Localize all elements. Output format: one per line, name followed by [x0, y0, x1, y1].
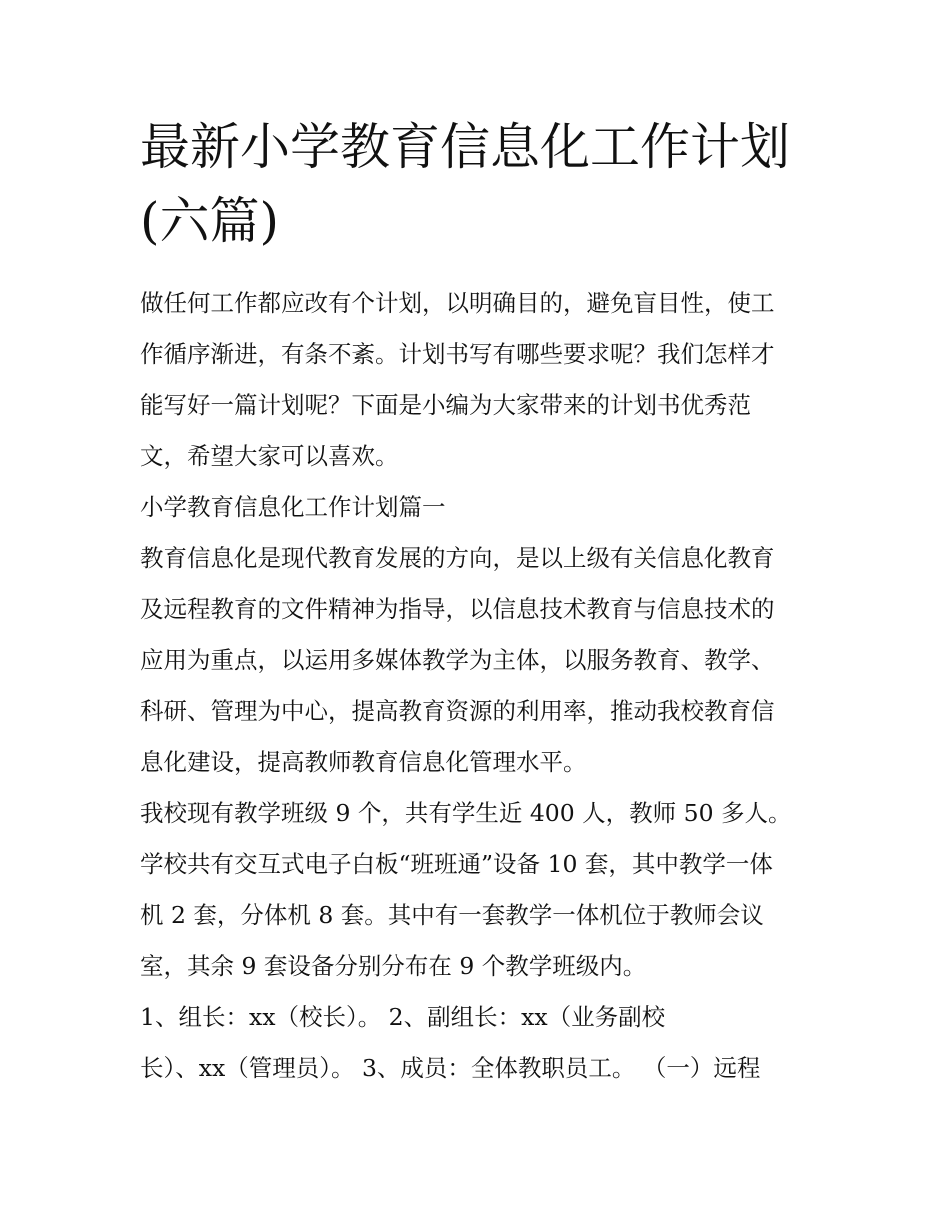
paragraph-line-7: 学校共有交互式电子白板“班班通”设备 10 套，其中教学一体 — [140, 850, 773, 878]
paragraph-line-11: 长）、xx（管理员）。 3、成员：全体教职员工。 （一）远程 — [140, 1054, 761, 1082]
intro-line-2: 作循序渐进，有条不紊。计划书写有哪些要求呢？我们怎样才 — [140, 340, 775, 368]
title-line-2: (六篇) — [140, 192, 280, 250]
document-body — [140, 278, 812, 1094]
document-content — [140, 110, 812, 1094]
paragraph-line-10: 1、组长：xx（校长）。 2、副组长：xx（业务副校 — [140, 1003, 666, 1031]
paragraph-line-3: 应用为重点，以运用多媒体教学为主体，以服务教育、教学、 — [140, 646, 775, 674]
title-line-1: 最新小学教育信息化工作计划 — [140, 118, 790, 176]
paragraph-line-1: 教育信息化是现代教育发展的方向，是以上级有关信息化教育 — [140, 544, 775, 572]
paragraph-line-4: 科研、管理为中心，提高教育资源的利用率，推动我校教育信 — [140, 697, 775, 725]
paragraph-line-9: 室，其余 9 套设备分别分布在 9 个教学班级内。 — [140, 952, 647, 980]
section-heading: 小学教育信息化工作计划篇一 — [140, 493, 446, 521]
paragraph-line-2: 及远程教育的文件精神为指导，以信息技术教育与信息技术的 — [140, 595, 775, 623]
intro-line-1: 做任何工作都应改有个计划，以明确目的，避免盲目性，使工 — [140, 289, 775, 317]
paragraph-line-5: 息化建设，提高教师教育信息化管理水平。 — [140, 748, 587, 776]
intro-line-4: 文，希望大家可以喜欢。 — [140, 442, 399, 470]
paragraph-line-8: 机 2 套，分体机 8 套。其中有一套教学一体机位于教师会议 — [140, 901, 764, 929]
document-title — [140, 110, 812, 258]
paragraph-line-6: 我校现有教学班级 9 个，共有学生近 400 人，教师 50 多人。 — [140, 799, 792, 827]
intro-line-3: 能写好一篇计划呢？下面是小编为大家带来的计划书优秀范 — [140, 391, 751, 419]
